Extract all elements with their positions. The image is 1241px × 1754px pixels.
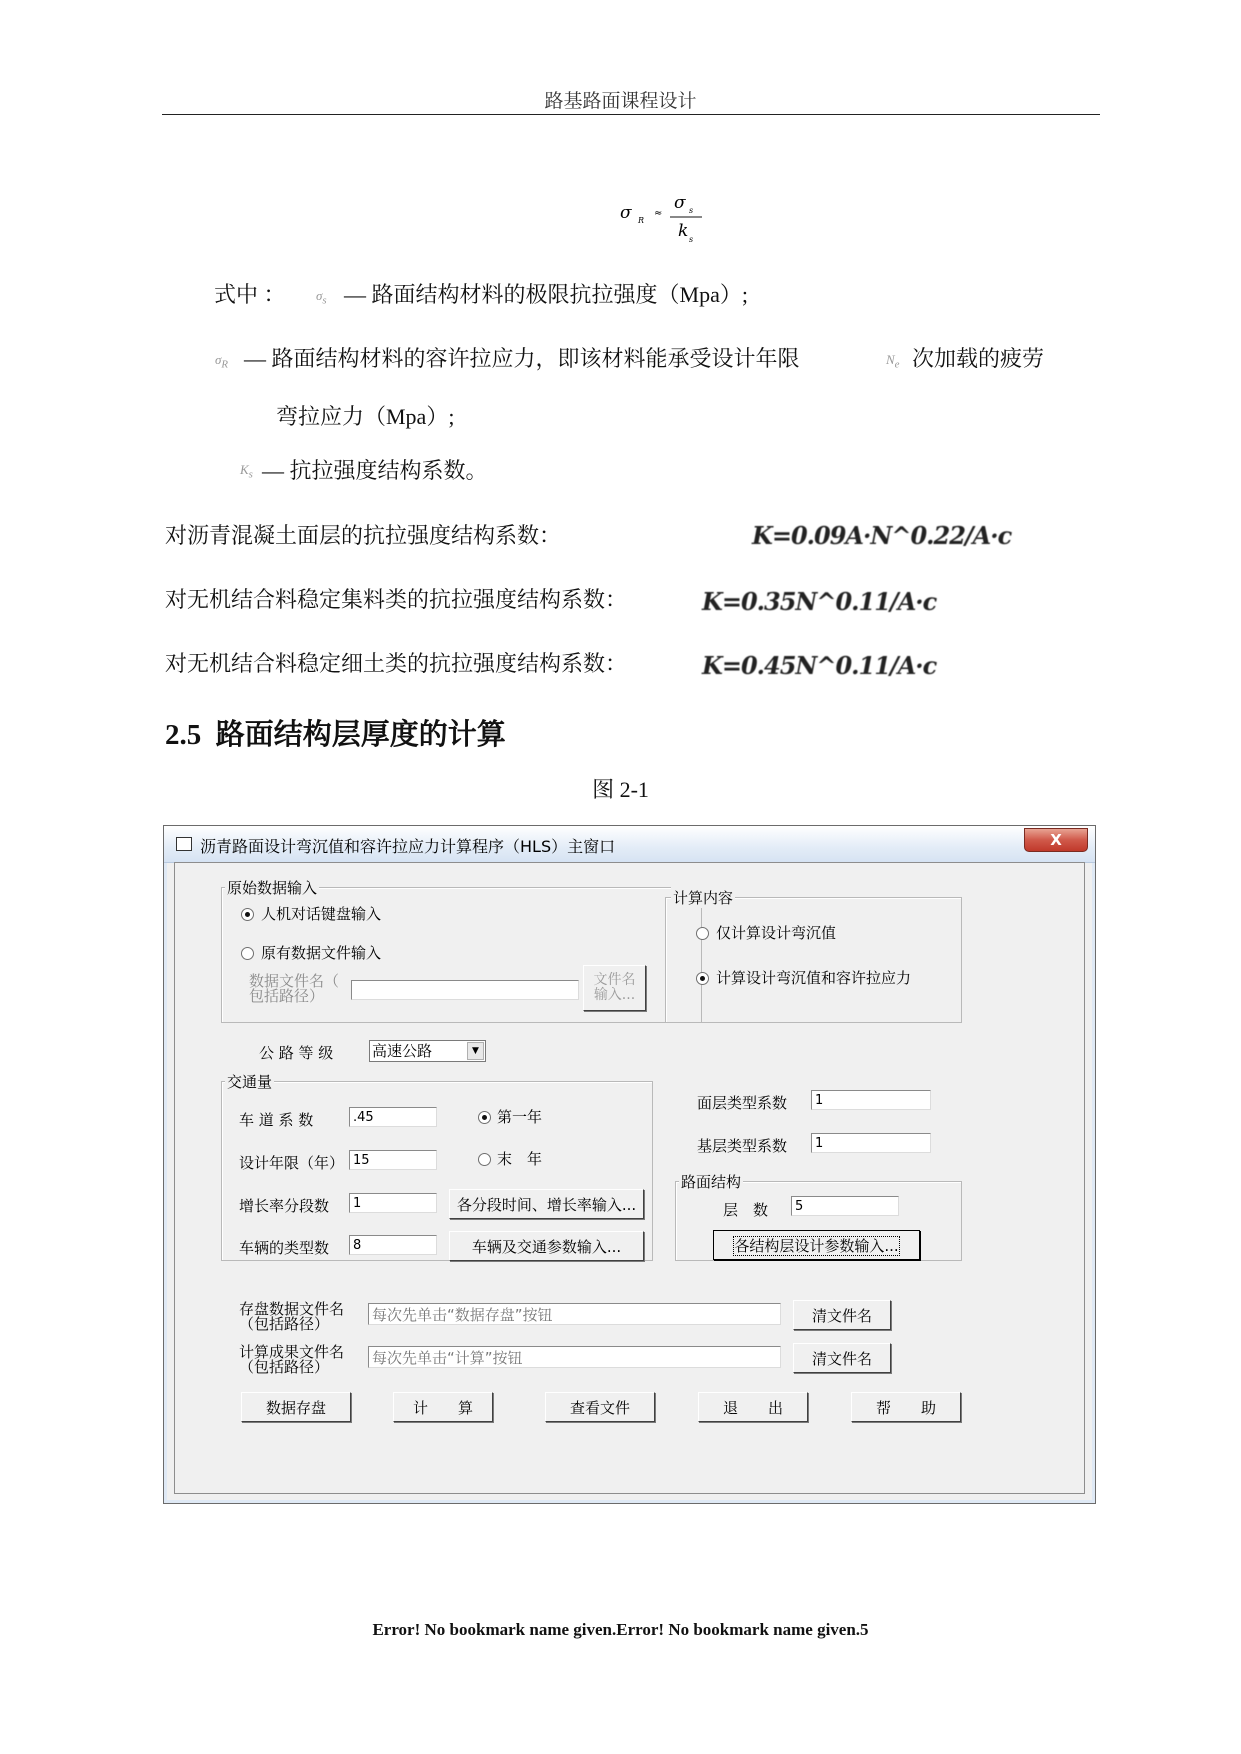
coef-asphalt-formula (750, 518, 1030, 552)
base-coef-field[interactable]: 1 (811, 1133, 931, 1153)
view-file-button[interactable]: 查看文件 (545, 1392, 655, 1422)
header-rule (162, 114, 1100, 115)
svg-text:K=0.35N^0.11/A·c: K=0.35N^0.11/A·c (702, 587, 937, 616)
clear-save-filename-button[interactable]: 清文件名 (793, 1300, 891, 1330)
layers-label: 层 数 (723, 1201, 769, 1219)
help-button[interactable]: 帮 助 (851, 1392, 961, 1422)
growth-segments-label: 增长率分段数 (239, 1197, 330, 1215)
n-e-symbol: $N_e$ (886, 352, 900, 371)
design-years-label: 设计年限（年） (239, 1154, 345, 1172)
save-filename-label: 存盘数据文件名 （包括路径） (239, 1300, 345, 1333)
formula-lhs: σ (620, 203, 632, 223)
exit-button[interactable]: 退 出 (698, 1392, 808, 1422)
section-heading (165, 712, 506, 753)
definition-2-continued: 弯拉应力（Mpa）; (276, 404, 455, 429)
save-filename-field[interactable]: 每次先单击“数据存盘”按钮 (368, 1303, 781, 1325)
hls-main-window (163, 825, 1096, 1504)
surface-coef-label: 面层类型系数 (697, 1094, 788, 1112)
layers-field[interactable]: 5 (791, 1196, 899, 1216)
calc-content-group-label: 计算内容 (673, 889, 734, 907)
pavement-structure-label: 路面结构 (681, 1173, 742, 1191)
lane-coef-field[interactable]: .45 (349, 1107, 437, 1127)
formula-num-sub: s (689, 206, 694, 215)
keyboard-input-radio[interactable] (241, 908, 254, 921)
calc-content-group (665, 897, 962, 1023)
figure-caption: 图 2-1 (592, 777, 649, 802)
calculate-button[interactable]: 计 算 (393, 1392, 493, 1422)
deflection-and-stress-label[interactable]: 计算设计弯沉值和容许拉应力 (716, 969, 912, 987)
page-footer: Error! No bookmark name given.Error! No bookmark name given.5 (372, 1620, 869, 1639)
file-input-radio[interactable] (241, 947, 254, 960)
coef-fine-soil-formula (700, 648, 980, 682)
segment-growth-input-button[interactable]: 各分段时间、增长率输入... (449, 1189, 644, 1219)
sigma-s-symbol: $\sigma_s$ (316, 288, 327, 307)
first-year-radio[interactable] (478, 1111, 491, 1124)
window-client-area (174, 862, 1085, 1494)
road-grade-label: 公 路 等 级 (259, 1044, 334, 1062)
deflection-only-label[interactable]: 仅计算设计弯沉值 (716, 924, 837, 942)
surface-coef-field[interactable]: 1 (811, 1090, 931, 1110)
data-save-button[interactable]: 数据存盘 (241, 1392, 351, 1422)
window-title: 沥青路面设计弯沉值和容许拉应力计算程序（HLS）主窗口 (200, 837, 616, 856)
growth-segments-field[interactable]: 1 (349, 1193, 437, 1213)
formula-den-sub: s (689, 235, 694, 244)
formula-num: σ (674, 193, 686, 213)
sigma-r-symbol: $\sigma_R$ (215, 352, 229, 371)
svg-text:K=0.45N^0.11/A·c: K=0.45N^0.11/A·c (702, 651, 937, 680)
window-app-icon (176, 837, 192, 851)
clear-result-filename-button[interactable]: 清文件名 (793, 1343, 891, 1373)
formula-lhs-sub: R (638, 216, 645, 225)
last-year-label[interactable]: 末 年 (497, 1150, 543, 1168)
coef-aggregate-label: 对无机结合料稳定集料类的抗拉强度结构系数： (165, 587, 628, 612)
first-year-label[interactable]: 第一年 (497, 1108, 543, 1126)
result-filename-field[interactable]: 每次先单击“计算”按钮 (368, 1346, 781, 1368)
vehicle-traffic-input-button[interactable]: 车辆及交通参数输入... (449, 1231, 644, 1261)
section-number: 2.5 (165, 719, 202, 751)
definition-2b: 次加载的疲劳 (912, 346, 1045, 371)
keyboard-input-label[interactable]: 人机对话键盘输入 (261, 905, 382, 923)
data-filename-label: 数据文件名（ 包括路径） (249, 972, 340, 1005)
base-coef-label: 基层类型系数 (697, 1137, 788, 1155)
deflection-and-stress-radio[interactable] (696, 972, 709, 985)
result-filename-label: 计算成果文件名 （包括路径） (239, 1343, 345, 1376)
close-button[interactable]: X (1024, 828, 1088, 852)
chevron-down-icon[interactable]: ▼ (467, 1042, 484, 1060)
definition-intro: 式中 ： (214, 282, 286, 307)
definition-1: — 路面结构材料的极限抗拉强度（Mpa）; (344, 282, 748, 307)
section-title: 路面结构层厚度的计算 (215, 719, 506, 751)
svg-text:K=0.09A·N^0.22/A·c: K=0.09A·N^0.22/A·c (752, 521, 1012, 550)
road-grade-value: 高速公路 (372, 1042, 433, 1060)
deflection-only-radio[interactable] (696, 927, 709, 940)
layer-params-input-button[interactable]: 各结构层设计参数输入... (713, 1230, 920, 1260)
k-s-symbol: $K_s$ (240, 462, 253, 481)
definition-3: — 抗拉强度结构系数。 (262, 458, 488, 483)
formula-den: k (678, 221, 689, 241)
file-input-label[interactable]: 原有数据文件输入 (261, 944, 382, 962)
input-group-label: 原始数据输入 (227, 879, 318, 897)
formula-op: ≈ (654, 208, 663, 219)
coef-asphalt-label: 对沥青混凝土面层的抗拉强度结构系数： (165, 523, 562, 548)
vehicle-types-field[interactable]: 8 (349, 1235, 437, 1255)
coef-fine-soil-label: 对无机结合料稳定细土类的抗拉强度结构系数： (165, 651, 628, 676)
running-header: 路基路面课程设计 (544, 91, 697, 112)
design-years-field[interactable]: 15 (349, 1150, 437, 1170)
window-titlebar (164, 826, 1095, 863)
vehicle-types-label: 车辆的类型数 (239, 1239, 330, 1257)
traffic-group-label: 交通量 (227, 1073, 273, 1091)
strength-formula (618, 188, 728, 254)
road-grade-select[interactable] (369, 1040, 486, 1062)
data-filename-field[interactable] (351, 980, 579, 1000)
filename-input-button[interactable]: 文件名 输入... (583, 965, 646, 1011)
lane-coef-label: 车 道 系 数 (239, 1111, 314, 1129)
definition-2a: — 路面结构材料的容许拉应力，即该材料能承受设计年限 (244, 346, 800, 371)
coef-aggregate-formula (700, 584, 980, 618)
last-year-radio[interactable] (478, 1153, 491, 1166)
